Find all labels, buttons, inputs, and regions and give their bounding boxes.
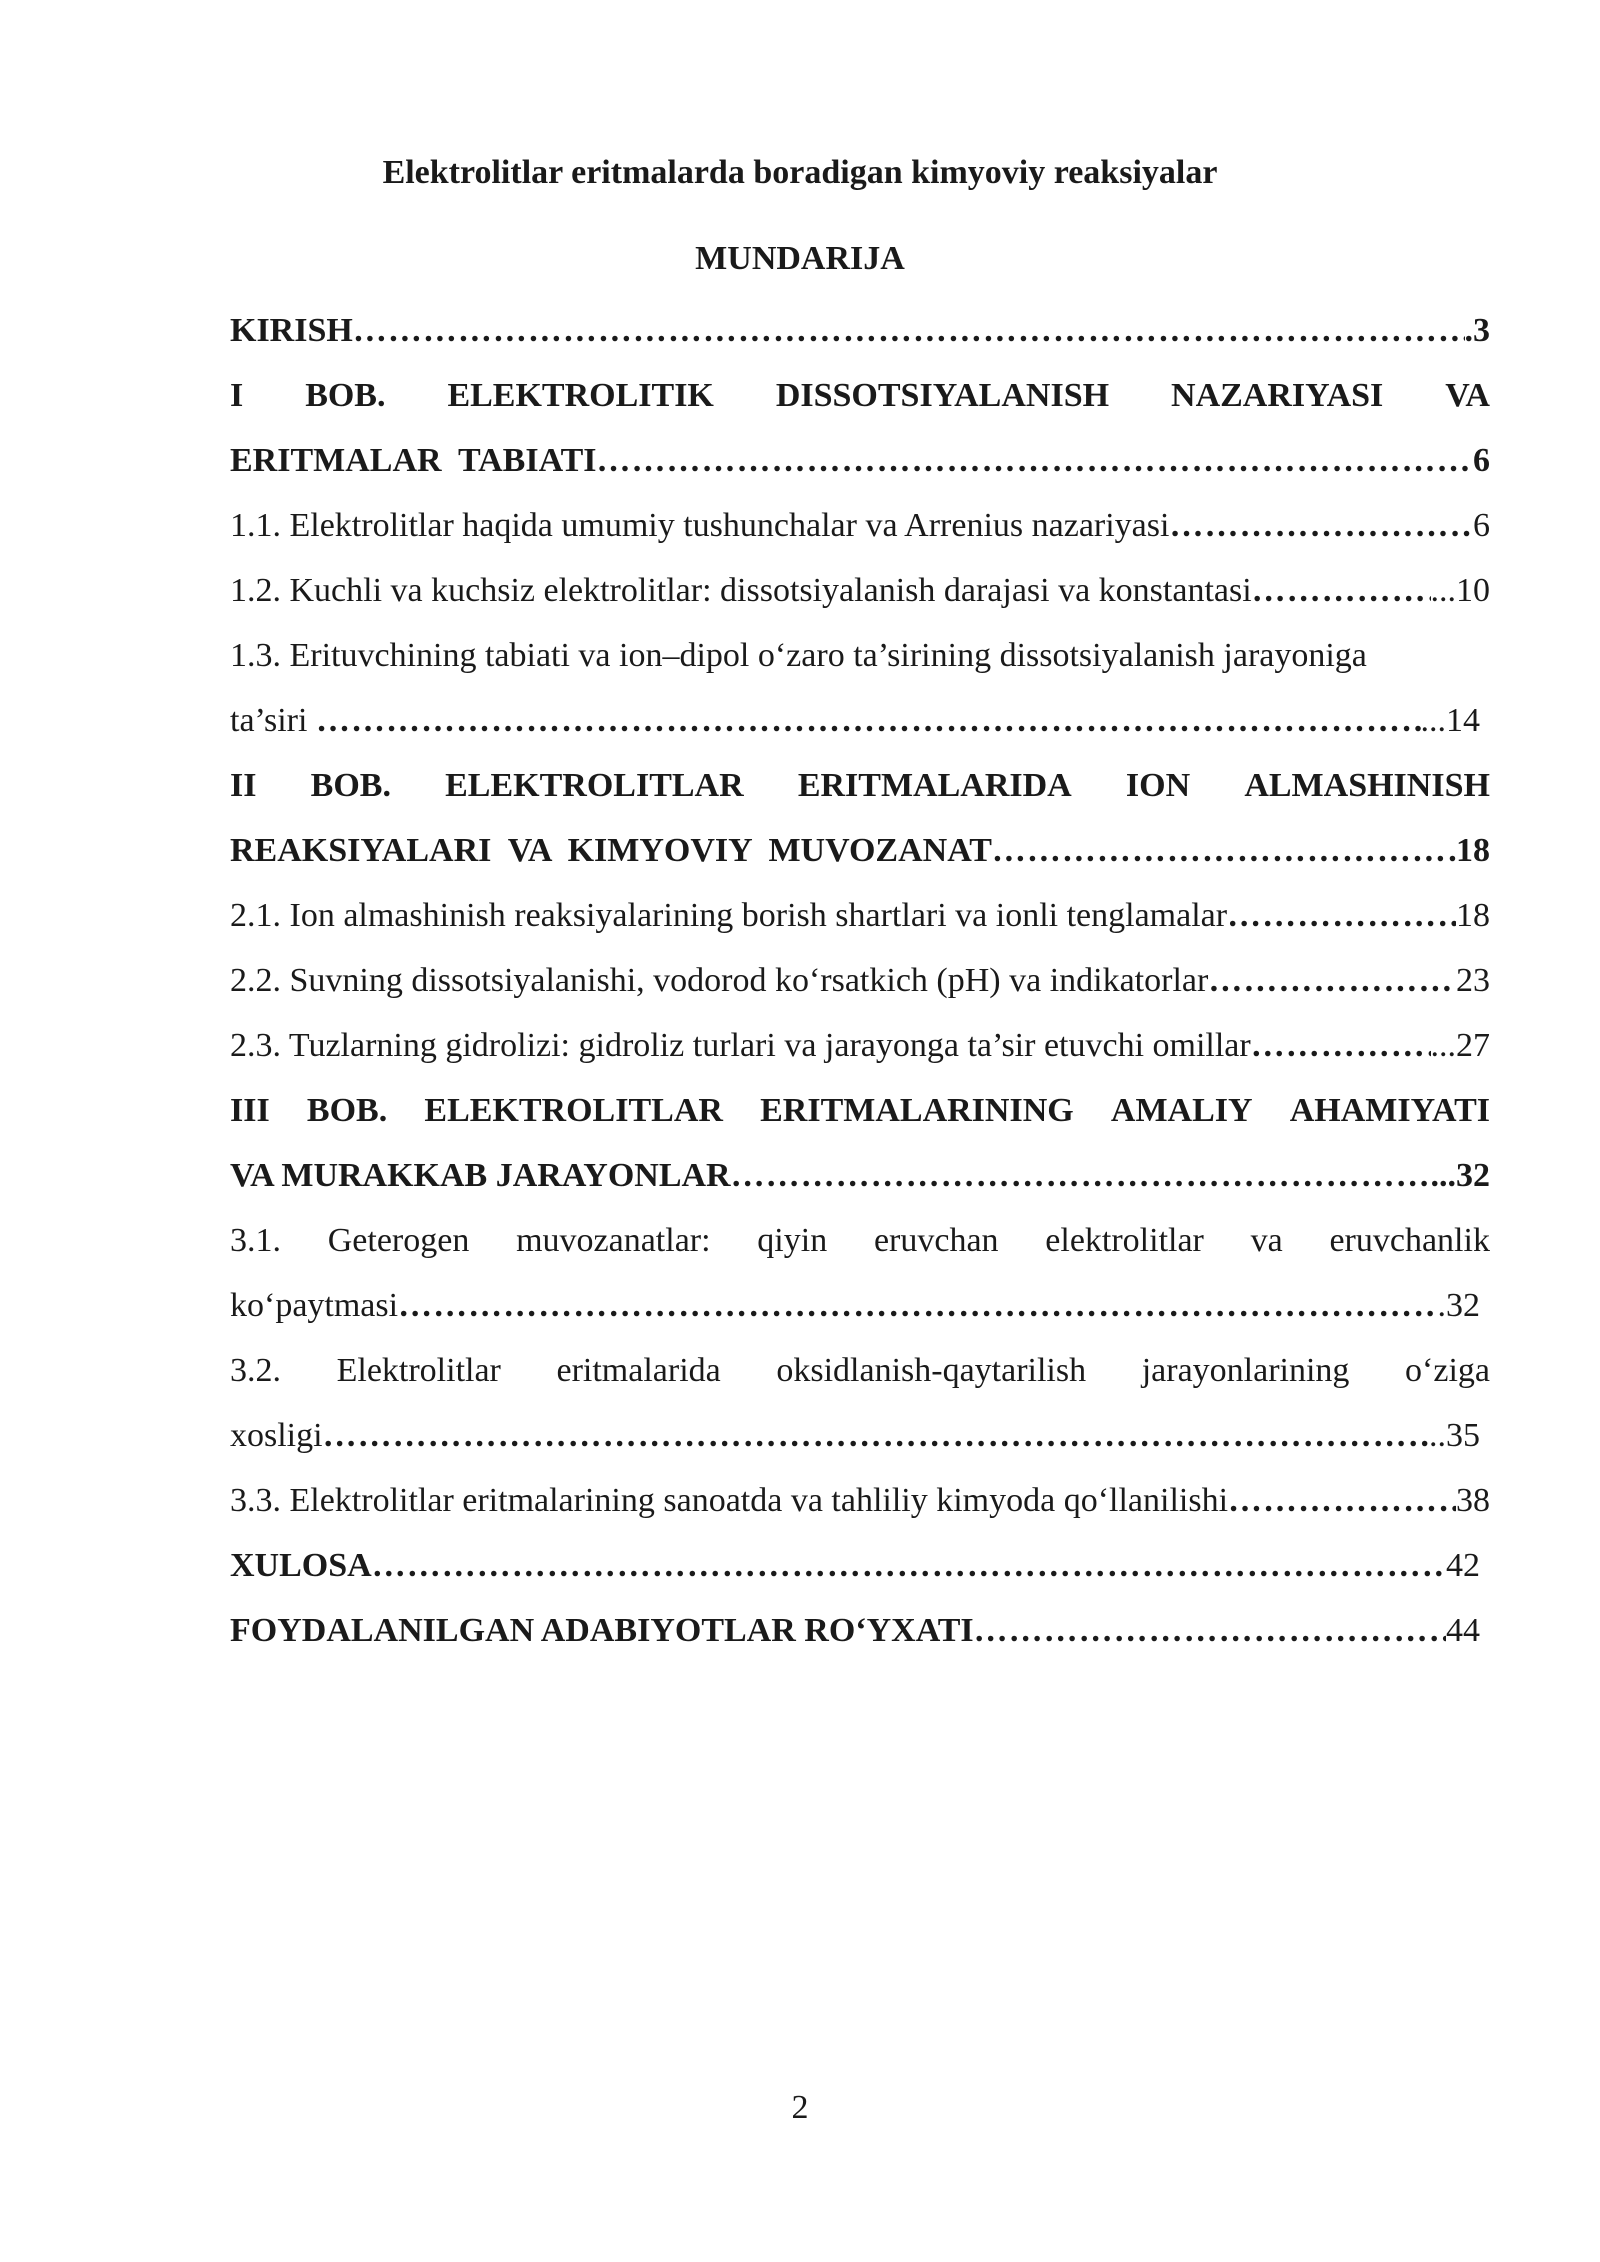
toc-entry-1-3[interactable] [230, 623, 1490, 688]
toc-dot-leader [1251, 1013, 1431, 1078]
toc-word: ERITMALARINING [760, 1092, 1074, 1129]
toc-entry-3-2[interactable] [230, 1338, 1490, 1403]
toc-entry-chapter-2-cont[interactable] [230, 818, 1490, 883]
toc-page-number: 44 [1446, 1612, 1480, 1649]
toc-entry-title: 2.2. Suvning dissotsiyalanishi, vodorod ko‘rsatkich (pH) va indikatorlar [230, 962, 1209, 999]
toc-word: VA [1445, 377, 1490, 414]
toc-dot-leader [372, 1533, 1446, 1598]
toc-entry-title: 3.3. Elektrolitlar eritmalarining sanoatda va tahliliy kimyoda qo‘llanilishi [230, 1482, 1229, 1519]
toc-entry-3-2-cont[interactable] [230, 1403, 1480, 1468]
toc-entry-1-3-cont[interactable] [230, 688, 1480, 753]
toc-entry-2-3[interactable] [230, 1013, 1490, 1078]
toc-entry-title: 1.2. Kuchli va kuchsiz elektrolitlar: dissotsiyalanish darajasi va konstantasi [230, 572, 1252, 609]
toc-entry-3-3[interactable] [230, 1468, 1490, 1533]
toc-dot-leader [992, 818, 1456, 883]
toc-word: 3.2. [230, 1352, 281, 1389]
toc-word: muvozanatlar: [516, 1222, 711, 1259]
toc-dot-leader [731, 1143, 1431, 1208]
page-number: 2 [791, 2089, 809, 2126]
toc-word: ALMASHINISH [1244, 767, 1490, 804]
toc-entry-xulosa[interactable] [230, 1533, 1480, 1598]
toc-word: va [1250, 1222, 1283, 1259]
toc-entry-title: 1.1. Elektrolitlar haqida umumiy tushunchalar va Arrenius nazariyasi [230, 507, 1170, 544]
toc-word: eritmalarida [556, 1352, 721, 1389]
toc-entry-title: ERITMALAR TABIATI [230, 442, 597, 479]
toc-dot-leader [353, 298, 1465, 363]
toc-word: 3.1. [230, 1222, 281, 1259]
toc-word: ELEKTROLITLAR [445, 767, 744, 804]
toc-word: NAZARIYASI [1171, 377, 1384, 414]
toc-page-number: ...14 [1420, 702, 1480, 739]
toc-entry-chapter-1[interactable] [230, 363, 1490, 428]
toc-dot-leader [597, 428, 1473, 493]
toc-page-number: .3 [1464, 312, 1490, 349]
toc-word: qiyin [757, 1222, 828, 1259]
toc-word: II [230, 767, 257, 804]
document-title: Elektrolitlar eritmalarda boradigan kimyoviy reaksiyalar [382, 154, 1218, 191]
toc-page-number: 18 [1456, 897, 1490, 934]
toc-word: AHAMIYATI [1289, 1092, 1490, 1129]
toc-word: ELEKTROLITLAR [424, 1092, 723, 1129]
toc-page-number: ...10 [1430, 572, 1490, 609]
toc-page-number: 6 [1473, 442, 1490, 479]
toc-entry-chapter-2[interactable] [230, 753, 1490, 818]
toc-heading: MUNDARIJA [695, 240, 905, 277]
toc-entry-chapter-3-cont[interactable] [230, 1143, 1490, 1208]
toc-word: Elektrolitlar [336, 1352, 501, 1389]
toc-word: Geterogen [327, 1222, 470, 1259]
toc-word: BOB. [305, 377, 386, 414]
toc-page-number: .32 [1437, 1287, 1480, 1324]
toc-word: eruvchan [873, 1222, 999, 1259]
toc-entry-title: 2.1. Ion almashinish reaksiyalarining borish shartlari va ionli tenglamalar [230, 897, 1228, 934]
toc-entry-1-2[interactable] [230, 558, 1490, 623]
toc-dot-leader [1228, 1468, 1456, 1533]
toc-word: oksidlanish-qaytarilish [776, 1352, 1087, 1389]
toc-dot-leader [1227, 883, 1456, 948]
toc-page-number: 23 [1456, 962, 1490, 999]
toc-entry-title: VA MURAKKAB JARAYONLAR [230, 1157, 731, 1194]
toc-word: BOB. [310, 767, 391, 804]
toc-entry-title: XULOSA [230, 1547, 372, 1584]
toc-dot-leader [1252, 558, 1431, 623]
toc-entry-title: FOYDALANILGAN ADABIYOTLAR RO‘YXATI [230, 1612, 974, 1649]
toc-page-number: ...27 [1430, 1027, 1490, 1064]
toc-dot-leader [1208, 948, 1456, 1013]
toc-entry-title: REAKSIYALARI VA KIMYOVIY MUVOZANAT [230, 832, 992, 869]
toc-entry-title: ta’siri [230, 702, 316, 739]
toc-dot-leader [316, 688, 1421, 753]
toc-entry-title: xosligi [230, 1417, 323, 1454]
toc-entry-3-1[interactable] [230, 1208, 1490, 1273]
toc-dot-leader [974, 1598, 1446, 1663]
toc-word: III [230, 1092, 270, 1129]
toc-entry-chapter-3[interactable] [230, 1078, 1490, 1143]
toc-word: jarayonlarining [1141, 1352, 1350, 1389]
toc-entry-2-2[interactable] [230, 948, 1490, 1013]
toc-word: o‘ziga [1405, 1352, 1490, 1389]
toc-word: ION [1125, 767, 1191, 804]
toc-entry-title: 2.3. Tuzlarning gidrolizi: gidroliz turlari va jarayonga ta’sir etuvchi omillar [230, 1027, 1251, 1064]
toc-entry-title: 1.3. Erituvchining tabiati va ion–dipol o‘zaro ta’sirining dissotsiyalanish jarayoniga [230, 637, 1367, 674]
toc-word: I [230, 377, 244, 414]
toc-word: eruvchanlik [1329, 1222, 1490, 1259]
toc-page-number: 42 [1446, 1547, 1480, 1584]
toc-dot-leader [1169, 493, 1473, 558]
toc-entry-title: KIRISH [230, 312, 353, 349]
toc-word: ERITMALARIDA [797, 767, 1072, 804]
toc-word: ELEKTROLITIK [447, 377, 714, 414]
toc-entry-chapter-1-cont[interactable] [230, 428, 1490, 493]
toc-page-number: ...32 [1430, 1157, 1490, 1194]
toc-entry-2-1[interactable] [230, 883, 1490, 948]
toc-word: BOB. [306, 1092, 388, 1129]
toc-dot-leader [398, 1273, 1437, 1338]
toc-word: AMALIY [1110, 1092, 1253, 1129]
toc-entry-title: ko‘paytmasi [230, 1287, 399, 1324]
toc-entry-3-1-cont[interactable] [230, 1273, 1480, 1338]
toc-entry-references[interactable] [230, 1598, 1480, 1663]
toc-page-number: 18 [1456, 832, 1490, 869]
toc-entry-1-1[interactable] [230, 493, 1490, 558]
table-of-contents [230, 298, 1490, 1663]
toc-entry-kirish[interactable] [230, 298, 1490, 363]
toc-dot-leader [323, 1403, 1429, 1468]
toc-page-number: ..35 [1429, 1417, 1480, 1454]
toc-word: elektrolitlar [1045, 1222, 1204, 1259]
toc-page-number: 6 [1473, 507, 1490, 544]
toc-page-number: 38 [1456, 1482, 1490, 1519]
toc-word: DISSOTSIYALANISH [775, 377, 1110, 414]
